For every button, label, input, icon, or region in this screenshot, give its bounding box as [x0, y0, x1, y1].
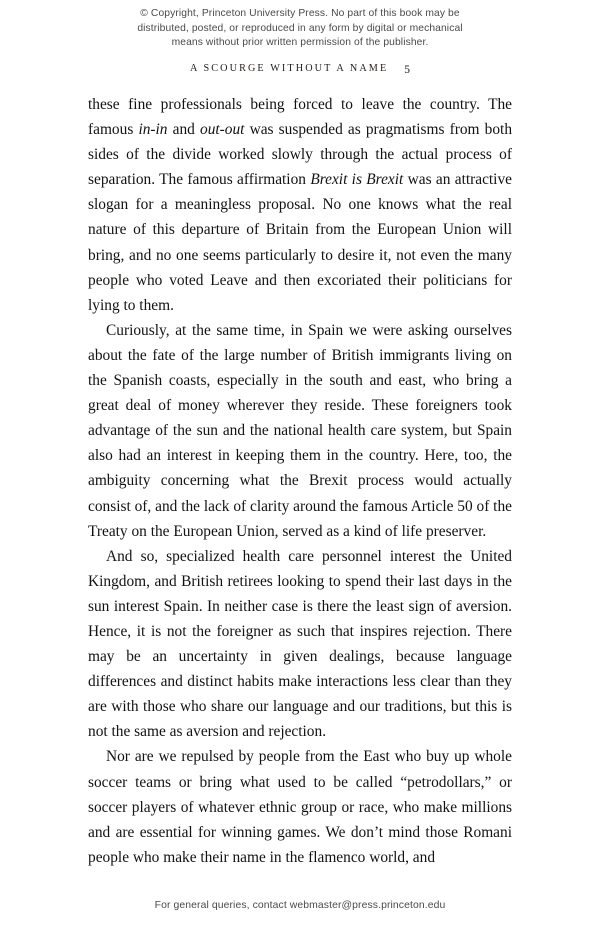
copyright-line-2: distributed, posted, or reproduced in any form by digital or mechanical — [137, 22, 463, 34]
emphasis-text: Brexit is Brexit — [310, 171, 404, 189]
para-4 — [88, 744, 512, 869]
para-1 — [88, 92, 512, 318]
copyright-line-3: means without prior written permission of the publisher. — [171, 37, 429, 49]
footer-queries-notice: For general queries, contact webmaster@press.princeton.edu — [154, 900, 446, 911]
body-text-block — [88, 92, 512, 870]
emphasis-text: out-out — [200, 121, 245, 139]
body-text: was an attractive slogan for a meaningless proposal. No one knows what the real nature of this departure of Britain from the European Union will bring, and no one seems particularly to desire it, not even the many people who voted Leave and then excoriated their politicians for lying to them. — [88, 171, 512, 314]
running-head-title: A SCOURGE WITHOUT A NAME — [189, 63, 389, 74]
para-2 — [88, 318, 512, 544]
body-text: Nor are we repulsed by people from the East who buy up whole soccer teams or bring what used to be called “petrodollars,” or soccer players of whatever ethnic group or race, who make millions and are essential for winning games. We don’t mind those Romani people who make their name in the flamenco world, and — [88, 748, 512, 866]
copyright-notice — [88, 7, 512, 51]
body-text: was suspended as pragmatisms from both sides of the divide worked slowly through the actual process of separation. The famous affirmation — [88, 121, 513, 189]
para-3 — [88, 544, 512, 745]
page-number: 5 — [404, 63, 411, 76]
body-text: And so, specialized health care personnel interest the United Kingdom, and British retirees looking to spend their last days in the sun interest Spain. In neither case is there the least sign of aversion. Hence, it is not the foreigner as such that inspires rejection. There may be an uncertainty in given dealings, because language differences and distinct habits make interactions less clear than they are with those who share our language and our traditions, but this is not the same as aversion and rejection. — [88, 547, 512, 741]
body-text: Curiously, at the same time, in Spain we were asking ourselves about the fate of the large number of British immigrants living on the Spanish coasts, especially in the south and east, who bring a great deal of money wherever they reside. These foreigners took advantage of the sun and the national health care system, but Spain also had an interest in keeping them in the country. Here, too, the ambiguity concerning what the Brexit process would actually consist of, and the lack of clarity around the famous Article 50 of the Treaty on the European Union, served as a kind of life preserver. — [88, 321, 512, 540]
running-head — [88, 62, 512, 74]
copyright-line-1: © Copyright, Princeton University Press. No part of this book may be — [140, 8, 460, 19]
body-text: these fine professionals being forced to leave the country. The famous — [88, 96, 512, 139]
body-text: and — [167, 121, 200, 139]
emphasis-text: in-in — [138, 121, 168, 139]
